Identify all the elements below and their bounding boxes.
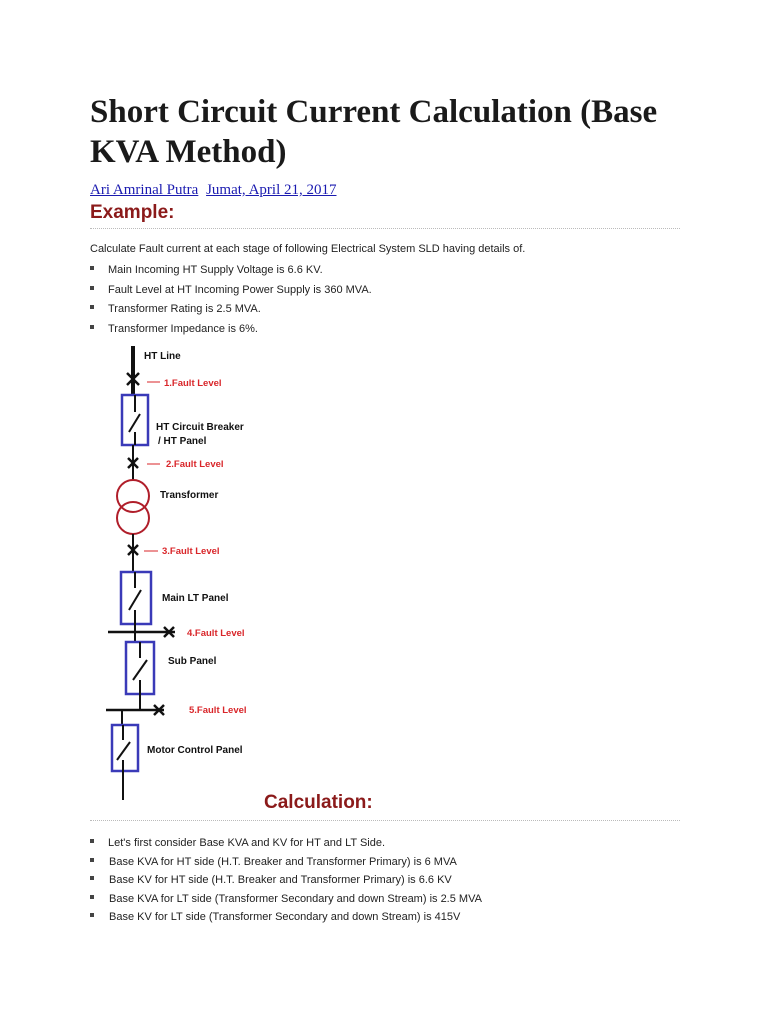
intro-text: Calculate Fault current at each stage of following Electrical System SLD having details of.	[90, 243, 526, 255]
bullet-icon	[90, 305, 94, 309]
sub-panel-label: Sub Panel	[168, 656, 217, 667]
example-heading: Example:	[90, 202, 175, 223]
ht-breaker-label-1: HT Circuit Breaker	[156, 422, 244, 433]
calculation-heading: Calculation:	[264, 792, 373, 813]
fault-2-label: 2.Fault Level	[166, 459, 224, 470]
page-title: Short Circuit Current Calculation (Base KVA Method)	[90, 94, 658, 170]
divider	[90, 820, 680, 821]
bullet-icon	[90, 876, 94, 880]
bullet-icon	[90, 839, 94, 843]
date-link[interactable]: Jumat, April 21, 2017	[206, 182, 337, 198]
bullet-icon	[90, 266, 94, 270]
main-lt-panel-label: Main LT Panel	[162, 593, 229, 604]
author-link[interactable]: Ari Amrinal Putra	[90, 182, 199, 198]
bullet-icon	[90, 895, 94, 899]
motor-control-panel-label: Motor Control Panel	[147, 745, 243, 756]
switch-blade	[129, 414, 140, 432]
fault-1-label: 1.Fault Level	[164, 378, 222, 389]
single-line-diagram	[100, 340, 380, 810]
transformer-label: Transformer	[160, 490, 219, 501]
bullet-icon	[90, 325, 94, 329]
bullet-icon	[90, 858, 94, 862]
fault-5-label: 5.Fault Level	[189, 705, 247, 716]
fault-4-label: 4.Fault Level	[187, 628, 245, 639]
fault-3-label: 3.Fault Level	[162, 546, 220, 557]
transformer-secondary	[117, 502, 149, 534]
divider	[90, 228, 680, 229]
ht-line-label: HT Line	[144, 351, 181, 362]
bullet-icon	[90, 286, 94, 290]
post-meta	[90, 182, 337, 199]
bullet-icon	[90, 913, 94, 917]
ht-breaker-label-2: / HT Panel	[158, 436, 207, 447]
